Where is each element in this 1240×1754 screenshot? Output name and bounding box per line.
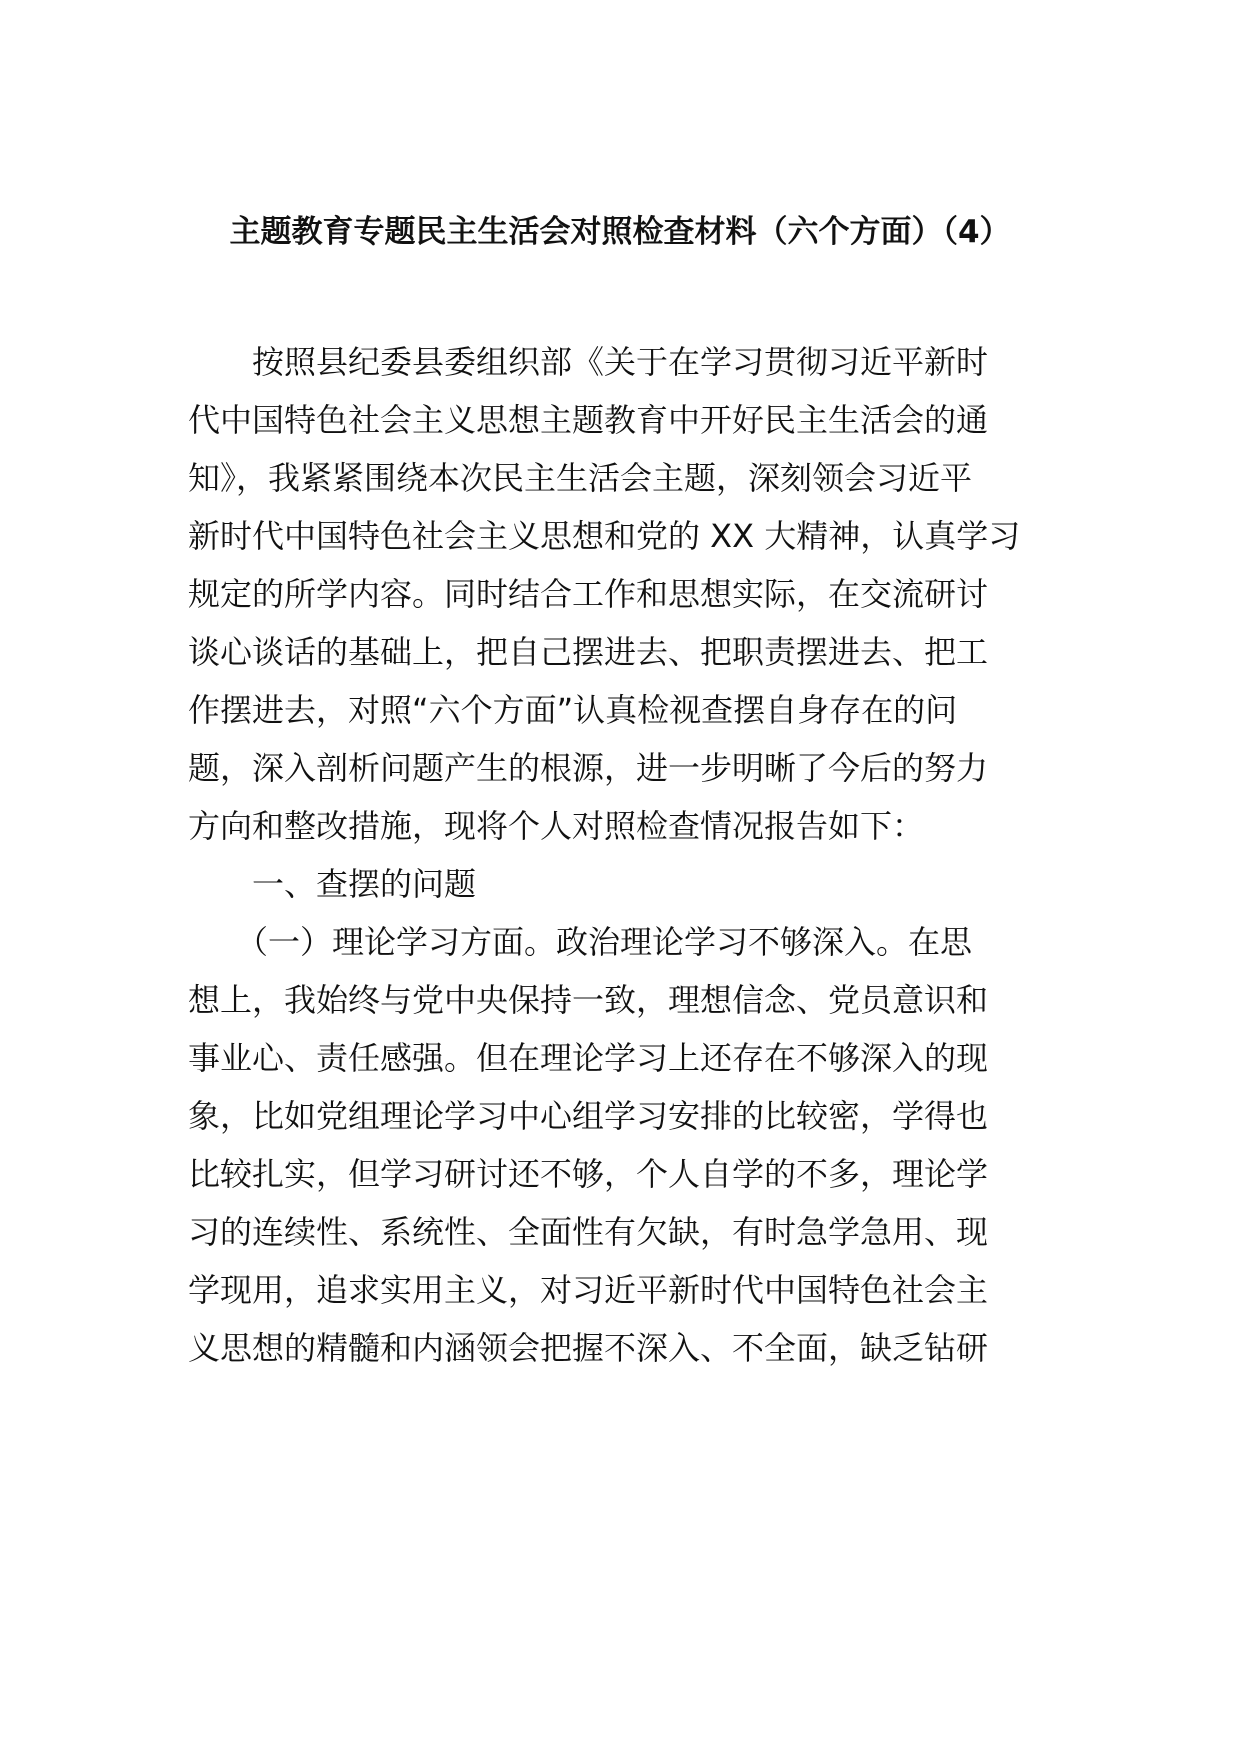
- body-line: 题，深入剖析问题产生的根源，进一步明晰了今后的努力: [188, 749, 989, 787]
- body-line: 知》，我紧紧围绕本次民主生活会主题，深刻领会习近平: [188, 459, 973, 497]
- body-line: 想上，我始终与党中央保持一致，理想信念、党员意识和: [188, 981, 989, 1019]
- body-line: 比较扎实，但学习研讨还不够，个人自学的不多，理论学: [188, 1155, 989, 1193]
- body-line: 规定的所学内容。同时结合工作和思想实际，在交流研讨: [188, 575, 989, 613]
- body-line: 义思想的精髓和内涵领会把握不深入、不全面，缺乏钻研: [188, 1329, 989, 1367]
- body-line: 象，比如党组理论学习中心组学习安排的比较密，学得也: [188, 1097, 989, 1135]
- body-line: 谈心谈话的基础上，把自己摆进去、把职责摆进去、把工: [188, 633, 989, 671]
- body-line: 事业心、责任感强。但在理论学习上还存在不够深入的现: [188, 1039, 989, 1077]
- body-line: 作摆进去，对照“六个方面”认真检视查摆自身存在的问: [188, 691, 958, 729]
- body-line: 方向和整改措施，现将个人对照检查情况报告如下：: [188, 807, 925, 845]
- body-line: 学现用，追求实用主义，对习近平新时代中国特色社会主: [188, 1271, 989, 1309]
- body-line: 习的连续性、系统性、全面性有欠缺，有时急学急用、现: [188, 1213, 989, 1251]
- section-heading: 一、查摆的问题: [188, 865, 477, 903]
- body-line: 代中国特色社会主义思想主题教育中开好民主生活会的通: [188, 401, 989, 439]
- body-line: 新时代中国特色社会主义思想和党的 XX 大精神，认真学习: [188, 517, 1021, 555]
- body-line: （一）理论学习方面。政治理论学习不够深入。在思: [188, 923, 973, 961]
- document-title: 主题教育专题民主生活会对照检查材料（六个方面）（4）: [229, 214, 1011, 250]
- body-line: 按照县纪委县委组织部《关于在学习贯彻习近平新时: [188, 343, 989, 381]
